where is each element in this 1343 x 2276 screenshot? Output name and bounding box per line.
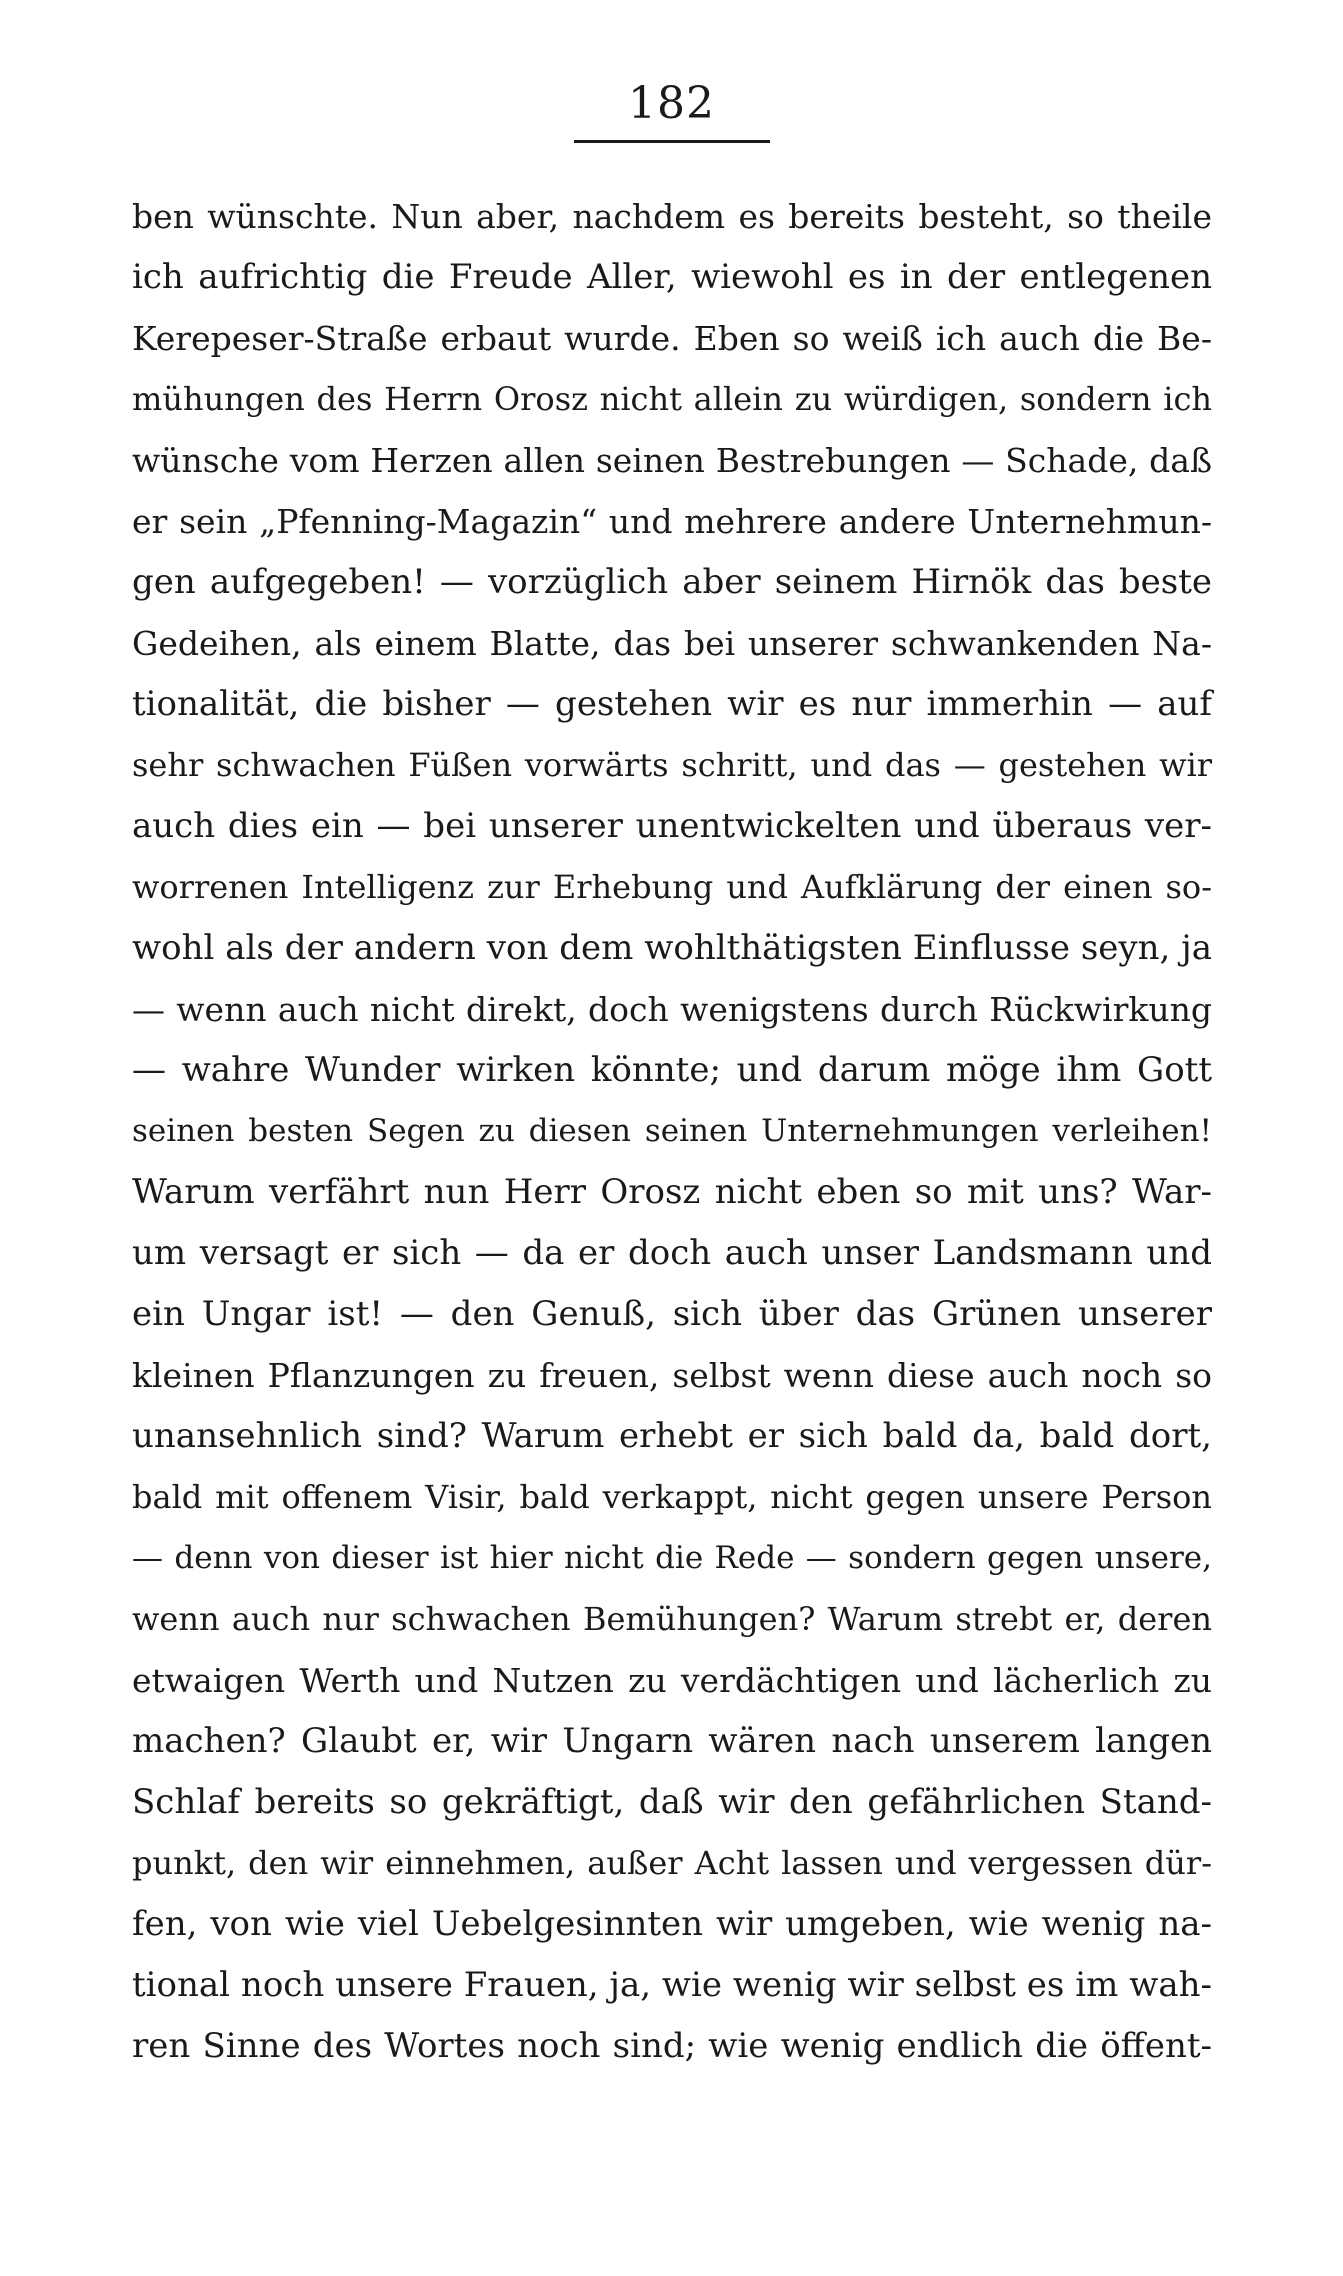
body-text (132, 186, 1212, 2077)
text-line: machen? Glaubt er, wir Ungarn wären nach unserem langen (132, 1721, 1212, 1761)
text-line: er sein „Pfenning-Magazin“ und mehrere andere Unternehmun- (132, 502, 1212, 541)
text-line: — wenn auch nicht direkt, doch wenigstens durch Rückwirkung (132, 990, 1212, 1029)
text-line: ren Sinne des Wortes noch sind; wie wenig endlich die öffent- (132, 2026, 1212, 2066)
text-line: etwaigen Werth und Nutzen zu verdächtigen und lächerlich zu (132, 1661, 1212, 1700)
text-line: sehr schwachen Füßen vorwärts schritt, und das — gestehen wir (132, 746, 1212, 784)
header-rule (574, 140, 770, 143)
text-line: tional noch unsere Frauen, ja, wie wenig wir selbst es im wah- (132, 1965, 1212, 2005)
text-line: Schlaf bereits so gekräftigt, daß wir den gefährlichen Stand- (132, 1782, 1212, 1822)
text-line: auch dies ein — bei unserer unentwickelten und überaus ver- (132, 806, 1212, 846)
text-line: Kerepeser-Straße erbaut wurde. Eben so weiß ich auch die Be- (132, 319, 1212, 358)
text-line: wohl als der andern von dem wohlthätigsten Einflusse seyn, ja (132, 928, 1212, 968)
text-line: ich aufrichtig die Freude Aller, wiewohl es in der entlegenen (132, 257, 1212, 297)
text-line: tionalität, die bisher — gestehen wir es nur immerhin — auf (132, 684, 1212, 724)
text-line: mühungen des Herrn Orosz nicht allein zu würdigen, sondern ich (132, 380, 1212, 418)
text-line: bald mit offenem Visir, bald verkappt, nicht gegen unsere Person (132, 1478, 1212, 1516)
text-line: wünsche vom Herzen allen seinen Bestrebungen — Schade, daß (132, 441, 1212, 480)
text-line: — wahre Wunder wirken könnte; und darum möge ihm Gott (132, 1050, 1212, 1090)
page-number: 182 (628, 78, 715, 129)
text-line: um versagt er sich — da er doch auch unser Landsmann und (132, 1233, 1212, 1273)
text-line: punkt, den wir einnehmen, außer Acht lassen und vergessen dür- (132, 1844, 1212, 1882)
text-line: seinen besten Segen zu diesen seinen Unternehmungen verleihen! (132, 1113, 1212, 1149)
text-line: ein Ungar ist! — den Genuß, sich über das Grünen unserer (132, 1294, 1212, 1334)
text-line: Gedeihen, als einem Blatte, das bei unserer schwankenden Na- (132, 624, 1212, 663)
text-line: Warum verfährt nun Herr Orosz nicht eben so mit uns? War- (132, 1172, 1212, 1212)
text-line: kleinen Pflanzungen zu freuen, selbst wenn diese auch noch so (132, 1356, 1212, 1395)
text-line: — denn von dieser ist hier nicht die Rede — sondern gegen unsere, (132, 1540, 1212, 1576)
text-line: gen aufgegeben! — vorzüglich aber seinem Hirnök das beste (132, 562, 1212, 602)
text-line: ben wünschte. Nun aber, nachdem es bereits besteht, so theile (132, 197, 1212, 236)
text-line: wenn auch nur schwachen Bemühungen? Warum strebt er, deren (132, 1600, 1212, 1638)
text-line: worrenen Intelligenz zur Erhebung und Aufklärung der einen so- (132, 868, 1212, 906)
text-line: fen, von wie viel Uebelgesinnten wir umgeben, wie wenig na- (132, 1904, 1212, 1944)
text-line: unansehnlich sind? Warum erhebt er sich bald da, bald dort, (132, 1416, 1212, 1456)
